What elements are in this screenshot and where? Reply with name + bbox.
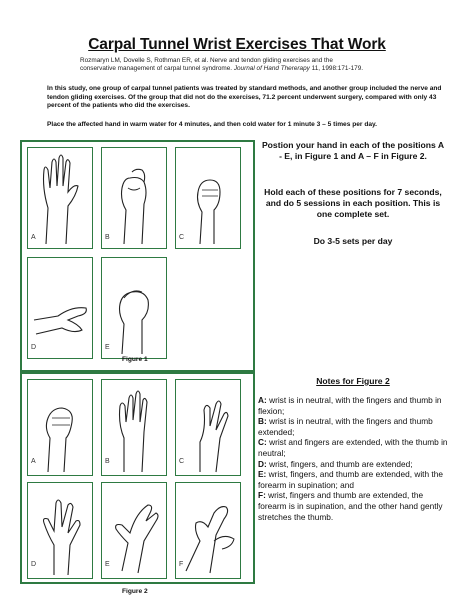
note-item: B: wrist is in neutral, with the fingers and thumb extended;	[258, 416, 433, 437]
figure-1-label-d: D	[31, 344, 37, 351]
hand-drawing-tabletop-icon	[28, 258, 92, 358]
notes-list	[258, 395, 448, 522]
sets-instruction: Do 3-5 sets per day	[313, 236, 393, 246]
hand-drawing-extended-icon	[176, 380, 240, 475]
figure-2-label-a: A	[31, 458, 36, 465]
figure-2-panel-d	[27, 482, 93, 579]
position-instruction: Postion your hand in each of the positions A - E, in Figure 1 and A – F in Figure 2.	[261, 140, 445, 161]
figure-1-label-b: B	[105, 234, 110, 241]
figure-2-panel-f	[175, 482, 241, 579]
figure-2	[20, 372, 255, 584]
note-item: A: wrist is in neutral, with the fingers and thumb in flexion;	[258, 395, 442, 416]
figure-1-panel-c	[175, 147, 241, 249]
hold-instruction: Hold each of these positions for 7 seconds, and do 5 sessions in each position. This is one complete set.	[264, 187, 442, 219]
figure-2-panel-c	[175, 379, 241, 476]
figure-2-panel-e	[101, 482, 167, 579]
hand-drawing-thumb-stretch-icon	[176, 483, 240, 578]
figure-1	[20, 140, 255, 372]
hand-drawing-straight-fist-icon	[102, 258, 166, 358]
water-instruction: Place the affected hand in warm water for 4 minutes, and then cold water for 1 minute 3 – 5 times per day.	[47, 121, 378, 128]
figure-1-panel-a	[27, 147, 93, 249]
citation-line-2-suffix: 11, 1998:171-179.	[309, 65, 364, 72]
figure-2-label-d: D	[31, 561, 37, 568]
hand-drawing-flat-icon	[28, 148, 92, 248]
figure-1-label-c: C	[179, 234, 185, 241]
figure-1-panel-e	[101, 257, 167, 359]
hand-drawing-fist-icon	[28, 380, 92, 475]
study-intro: In this study, one group of carpal tunnel patients was treated by standard methods, and another group included the nerve and tendon gliding exercises. Of the group that did not do the exercises, 71.2 percent underwent surgery, compared with only 43 percent of the patients who did the exercises.	[47, 85, 442, 110]
figure-2-label-c: C	[179, 458, 185, 465]
citation-line-2-prefix: conservative management of carpal tunnel syndrome.	[80, 65, 234, 72]
figure-1-caption: Figure 1	[122, 356, 148, 363]
hand-drawing-supination-icon	[102, 483, 166, 578]
figure-2-caption: Figure 2	[122, 588, 148, 595]
citation-journal: Journal of Hand Thererapy	[233, 65, 310, 72]
figure-2-label-f: F	[179, 561, 184, 568]
figure-2-label-b: B	[105, 458, 110, 465]
note-item: F: wrist, fingers and thumb are extended, the forearm is in supination, and the other hand gently stretches the thumb.	[258, 490, 443, 522]
figure-1-panel-b	[101, 147, 167, 249]
citation-line-1: Rozmaryn LM, Dovelle S, Rothman ER, et al. Nerve and tendon gliding exercises and the	[80, 57, 333, 64]
page-title: Carpal Tunnel Wrist Exercises That Work	[88, 36, 386, 53]
note-item: E: wrist, fingers, and thumb are extended, with the forearm in supination; and	[258, 469, 443, 490]
hand-drawing-spread-icon	[28, 483, 92, 578]
note-item: D: wrist, fingers, and thumb are extended;	[258, 458, 413, 469]
citation	[80, 57, 400, 73]
figure-2-panel-b	[101, 379, 167, 476]
hand-drawing-fist-icon	[176, 148, 240, 248]
hand-drawing-hook-icon	[102, 148, 166, 248]
figure-1-panel-d	[27, 257, 93, 359]
figure-1-label-a: A	[31, 234, 36, 241]
hand-drawing-open-icon	[102, 380, 166, 475]
notes-title: Notes for Figure 2	[316, 376, 390, 386]
note-item: C: wrist and fingers are extended, with the thumb in neutral;	[258, 437, 448, 458]
figure-1-label-e: E	[105, 344, 110, 351]
figure-2-panel-a	[27, 379, 93, 476]
figure-2-label-e: E	[105, 561, 110, 568]
